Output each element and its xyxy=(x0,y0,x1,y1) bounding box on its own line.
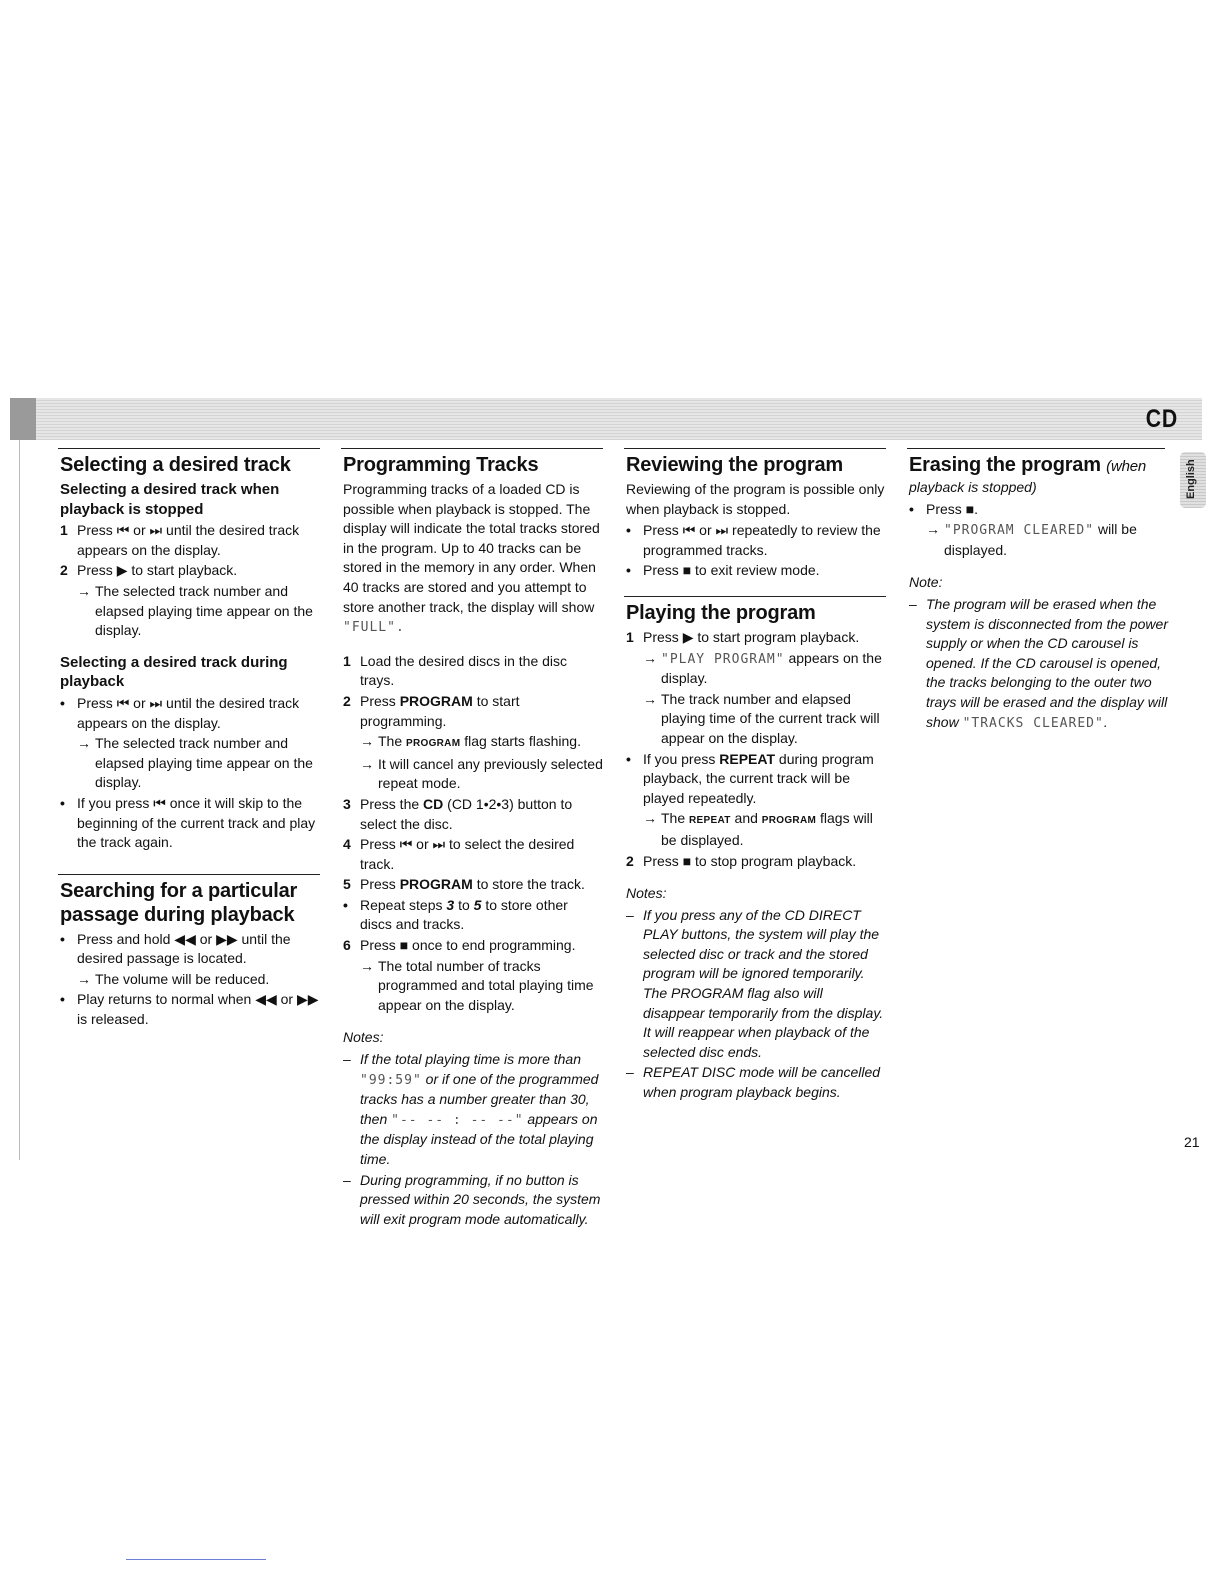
bullet-icon: • xyxy=(60,794,65,811)
stop-icon: ■ xyxy=(399,937,409,954)
bullet-item: • Press ⏮ or ⏭ until the desired track appears on the display. xyxy=(60,694,300,731)
bullet-item: • Press and hold ◀◀ or ▶▶ until the desired passage is located. xyxy=(60,930,291,967)
note-item: – During programming, if no button is pressed within 20 seconds, the system will exit program mode automatically. xyxy=(343,1171,601,1227)
play-icon: ▶ xyxy=(116,562,128,579)
prev-icon: ⏮ xyxy=(399,836,413,853)
section-rule xyxy=(58,448,320,449)
notes-label: Notes: xyxy=(626,885,667,902)
language-tab-label: English xyxy=(1185,459,1197,499)
arrow-icon: → xyxy=(360,733,374,750)
intro-paragraph: Reviewing of the program is possible only when playback is stopped. xyxy=(626,481,885,517)
bullet-item: • Press ■. xyxy=(909,500,1169,520)
notes-label: Notes: xyxy=(343,1029,384,1046)
step-4: 4 Press ⏮ or ⏭ to select the desired track. xyxy=(343,836,575,872)
section-rule xyxy=(907,448,1165,449)
bullet-item: • If you press REPEAT during program playback, the current track will be played repeatedly. xyxy=(626,750,874,806)
step-1: 1 Press ⏮ or ⏭ until the desired track appears on the display. xyxy=(60,522,300,558)
bullet-icon: • xyxy=(909,500,914,517)
rewind-icon: ◀◀ xyxy=(255,991,277,1008)
bullet-icon: • xyxy=(626,562,631,579)
step-5: 5 Press PROGRAM to store the track. xyxy=(343,876,585,893)
prev-icon: ⏮ xyxy=(153,794,166,811)
fast-forward-icon: ▶▶ xyxy=(216,930,238,947)
result-note: → The track number and elapsed playing time of the current track will appear on the display. xyxy=(643,690,880,746)
bullet-icon: • xyxy=(60,930,65,947)
rewind-icon: ◀◀ xyxy=(174,930,196,947)
column-1 xyxy=(58,448,320,1031)
stop-icon: ■ xyxy=(965,500,975,517)
section-rule xyxy=(58,874,320,875)
column-4 xyxy=(907,448,1169,734)
prev-icon: ⏮ xyxy=(116,522,130,539)
heading-reviewing: Reviewing the program xyxy=(626,454,843,476)
next-icon: ⏭ xyxy=(715,522,729,539)
page-number: 21 xyxy=(1184,1134,1200,1150)
heading-searching: Searching for a particular passage during playback xyxy=(60,879,298,926)
fast-forward-icon: ▶▶ xyxy=(296,991,319,1008)
step-2: 2 Press PROGRAM to start programming. xyxy=(343,692,520,729)
footer-line xyxy=(126,1559,266,1560)
section-label: CD xyxy=(1145,405,1178,433)
dash-icon: – xyxy=(909,595,917,612)
arrow-icon: → xyxy=(77,582,91,599)
binding-margin-line xyxy=(19,440,20,1160)
section-header-band xyxy=(10,398,1202,440)
result-note: → The selected track number and elapsed playing time appear on the display. xyxy=(77,582,313,639)
arrow-icon: → xyxy=(360,957,374,974)
result-note: → The selected track number and elapsed playing time appear on the display. xyxy=(77,735,313,791)
language-tab xyxy=(1180,452,1206,508)
arrow-icon: → xyxy=(643,690,657,707)
stop-icon: ■ xyxy=(682,852,692,869)
play-icon: ▶ xyxy=(682,628,694,645)
result-note: → It will cancel any previously selected repeat mode. xyxy=(360,755,603,792)
bullet-item: • Press ■ to exit review mode. xyxy=(626,561,886,581)
result-note: → The total number of tracks programmed and total playing time appear on the display. xyxy=(360,957,594,1013)
bullet-icon: • xyxy=(60,991,65,1008)
intro-paragraph: Programming tracks of a loaded CD is possible when playback is stopped. The display will indicate the total tracks stored in the program. Up to 40 tracks can be stored in the memory in any order. When 40 tracks are stored and you attempt to store another track, the display will show "FULL". xyxy=(343,481,600,636)
section-rule xyxy=(341,448,603,449)
heading-erasing: Erasing the program (when xyxy=(909,454,1147,476)
bullet-icon: • xyxy=(343,896,348,913)
prev-icon: ⏮ xyxy=(116,694,130,711)
bullet-icon: • xyxy=(60,694,65,711)
column-2 xyxy=(341,448,603,1230)
arrow-icon: → xyxy=(360,755,374,772)
step-1: 1 Load the desired discs in the disc trays. xyxy=(343,652,568,689)
subheading-during-playback: Selecting a desired track during playback xyxy=(60,653,288,691)
dash-icon: – xyxy=(626,906,634,923)
stop-icon: ■ xyxy=(682,562,692,579)
step-2: 2 Press ■ to stop program playback. xyxy=(626,852,857,869)
note-label: Note: xyxy=(909,574,943,591)
bullet-icon: • xyxy=(626,522,631,539)
column-3 xyxy=(624,448,886,1104)
step-1: 1 Press ▶ to start program playback. xyxy=(626,628,860,645)
heading-note: playback is stopped) xyxy=(909,479,1037,495)
dash-icon: – xyxy=(343,1051,351,1068)
step-3: 3 Press the CD (CD 1•2•3) button to select the disc. xyxy=(343,795,573,832)
arrow-icon: → xyxy=(926,521,940,538)
subheading-stopped: Selecting a desired track when playback is stopped xyxy=(60,481,280,518)
step-2: 2 Press ▶ to start playback. xyxy=(60,562,238,579)
heading-playing: Playing the program xyxy=(626,601,816,624)
next-icon: ⏭ xyxy=(149,522,163,539)
result-note: → The REPEAT and PROGRAM flags will be displayed. xyxy=(643,810,873,848)
note-item: – If the total playing time is more than "99:59" or if one of the programmed tracks has a number greater than 30, then "-- -- : -- --" appears on the display instead of the total playing time. xyxy=(343,1051,599,1167)
section-rule xyxy=(624,448,886,449)
note-item: – The program will be erased when the system is disconnected from the power supply or when the CD carousel is opened. If the CD carousel is opened, the tracks belonging to the outer two trays will be erased and the display will show "TRACKS CLEARED". xyxy=(909,595,1168,731)
result-note: → The PROGRAM flag starts flashing. xyxy=(343,732,603,754)
bullet-item: • Repeat steps 3 to 5 to store other discs and tracks. xyxy=(343,896,568,933)
dash-icon: – xyxy=(343,1171,351,1188)
arrow-icon: → xyxy=(643,649,657,666)
bullet-item: • If you press ⏮ once it will skip to the beginning of the current track and play the track again. xyxy=(60,794,316,851)
heading-programming-tracks: Programming Tracks xyxy=(343,454,539,476)
bullet-item: • Press ⏮ or ⏭ repeatedly to review the programmed tracks. xyxy=(626,522,881,558)
step-6: 6 Press ■ once to end programming. xyxy=(343,937,576,954)
arrow-icon: → xyxy=(77,970,91,987)
bullet-icon: • xyxy=(626,750,631,767)
note-item: – If you press any of the CD DIRECT PLAY buttons, the system will play the selected disc or track and the stored program will be ignored temporarily. The PROGRAM flag also will disappear temporarily from the display. It will reappear when playback of the selected disc ends. xyxy=(626,906,884,1060)
section-rule xyxy=(624,596,886,597)
heading-selecting-track: Selecting a desired track xyxy=(60,454,291,476)
result-note: → The volume will be reduced. xyxy=(60,970,320,990)
prev-icon: ⏮ xyxy=(682,522,696,539)
note-item: – REPEAT DISC mode will be cancelled when program playback begins. xyxy=(626,1064,881,1101)
arrow-icon: → xyxy=(643,810,657,827)
next-icon: ⏭ xyxy=(432,836,446,853)
bullet-item: • Play returns to normal when ◀◀ or ▶▶ is released. xyxy=(60,991,319,1028)
next-icon: ⏭ xyxy=(149,694,163,711)
result-note: → "PROGRAM CLEARED" will be displayed. xyxy=(926,521,1137,558)
header-band-edge xyxy=(10,398,36,440)
dash-icon: – xyxy=(626,1064,634,1081)
arrow-icon: → xyxy=(77,735,91,752)
lcd-text: "FULL". xyxy=(343,620,405,636)
result-note: → "PLAY PROGRAM" appears on the display. xyxy=(643,649,882,687)
